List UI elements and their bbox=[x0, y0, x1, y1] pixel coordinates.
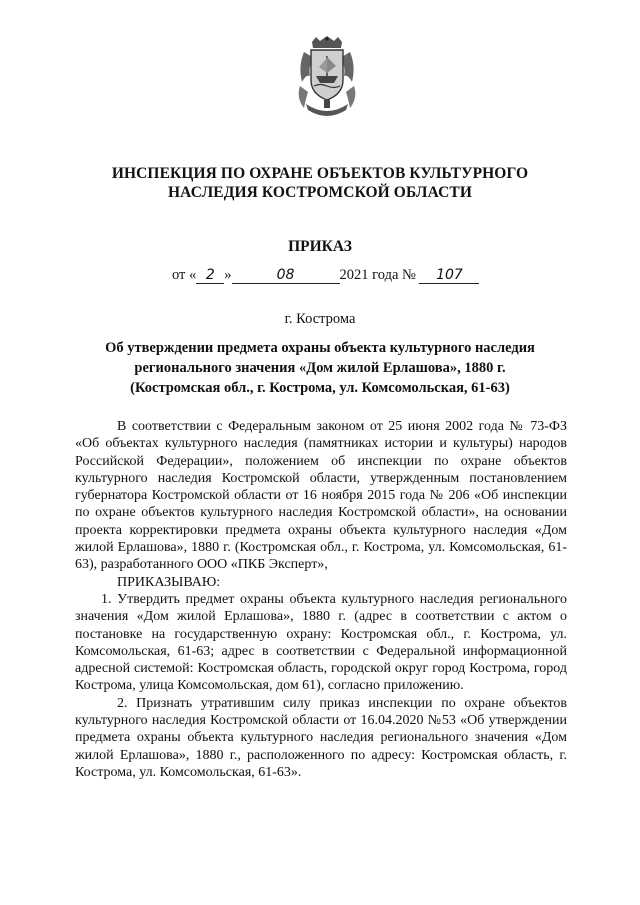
org-name-line2: НАСЛЕДИЯ КОСТРОМСКОЙ ОБЛАСТИ bbox=[168, 184, 472, 201]
subject-line1: Об утверждении предмета охраны объекта культурного наследия bbox=[105, 340, 535, 356]
item-1-paragraph: 1. Утвердить предмет охраны объекта культурного наследия регионального значения «Дом жилой Ерлашова», 1880 г. (адрес в соответствии с актом о постановке на государственную охрану: Костромская обл., г. Кострома, ул. Комсомольская, 61-63; адрес в соответствии с Федеральной информационной адресной системой: Костромская область, городской округ город Кострома, город Кострома, улица Комсомольская, дом 61), согласно приложению. bbox=[75, 591, 567, 694]
order-number: 107 bbox=[419, 267, 479, 284]
date-prefix: от « bbox=[172, 267, 197, 283]
org-name-line1: ИНСПЕКЦИЯ ПО ОХРАНЕ ОБЪЕКТОВ КУЛЬТУРНОГО bbox=[111, 165, 529, 182]
preamble-paragraph: В соответствии с Федеральным законом от 25 июня 2002 года № 73-ФЗ «Об объектах культурного наследия (памятниках истории и культуры) народов Российской Федерации», положением об инспекции по охране объектов культурного наследия Костромской области, утвержденным постановлением губернатора Костромской области от 16 ноября 2015 года № 206 «Об инспекции по охране объектов культурного наследия Костромской области», на основании проекта корректировки предмета охраны объекта культурного наследия «Дом жилой Ерлашова», 1880 г. (Костромская обл., г. Кострома, ул. Комсомольская, 61-63), разработанного ООО «ПКБ Эксперт», bbox=[75, 419, 567, 573]
subject-line3: (Костромская обл., г. Кострома, ул. Комсомольская, 61-63) bbox=[130, 380, 510, 396]
date-day: 2 bbox=[196, 267, 224, 284]
document-title: ПРИКАЗ bbox=[288, 238, 352, 255]
city: г. Кострома bbox=[284, 311, 356, 327]
date-number-line bbox=[172, 267, 479, 284]
date-mid: » bbox=[224, 267, 232, 283]
order-word: ПРИКАЗЫВАЮ: bbox=[117, 574, 221, 590]
date-year: 2021 года № bbox=[339, 267, 416, 283]
subject-line2: регионального значения «Дом жилой Ерлашова», 1880 г. bbox=[134, 360, 506, 376]
kostroma-coat-of-arms-icon bbox=[296, 36, 358, 120]
item-2-paragraph: 2. Признать утратившим силу приказ инспекции по охране объектов культурного наследия Костромской области от 16.04.2020 №53 «Об утверждении предмета охраны объекта культурного наследия регионального значения «Дом жилой Ерлашова», 1880 г., расположенного по адресу: Костромская область, г. Кострома, ул. Комсомольская, 61-63». bbox=[75, 695, 567, 780]
document-body bbox=[75, 418, 567, 781]
subject-heading bbox=[60, 338, 580, 398]
date-month: 08 bbox=[232, 267, 340, 284]
